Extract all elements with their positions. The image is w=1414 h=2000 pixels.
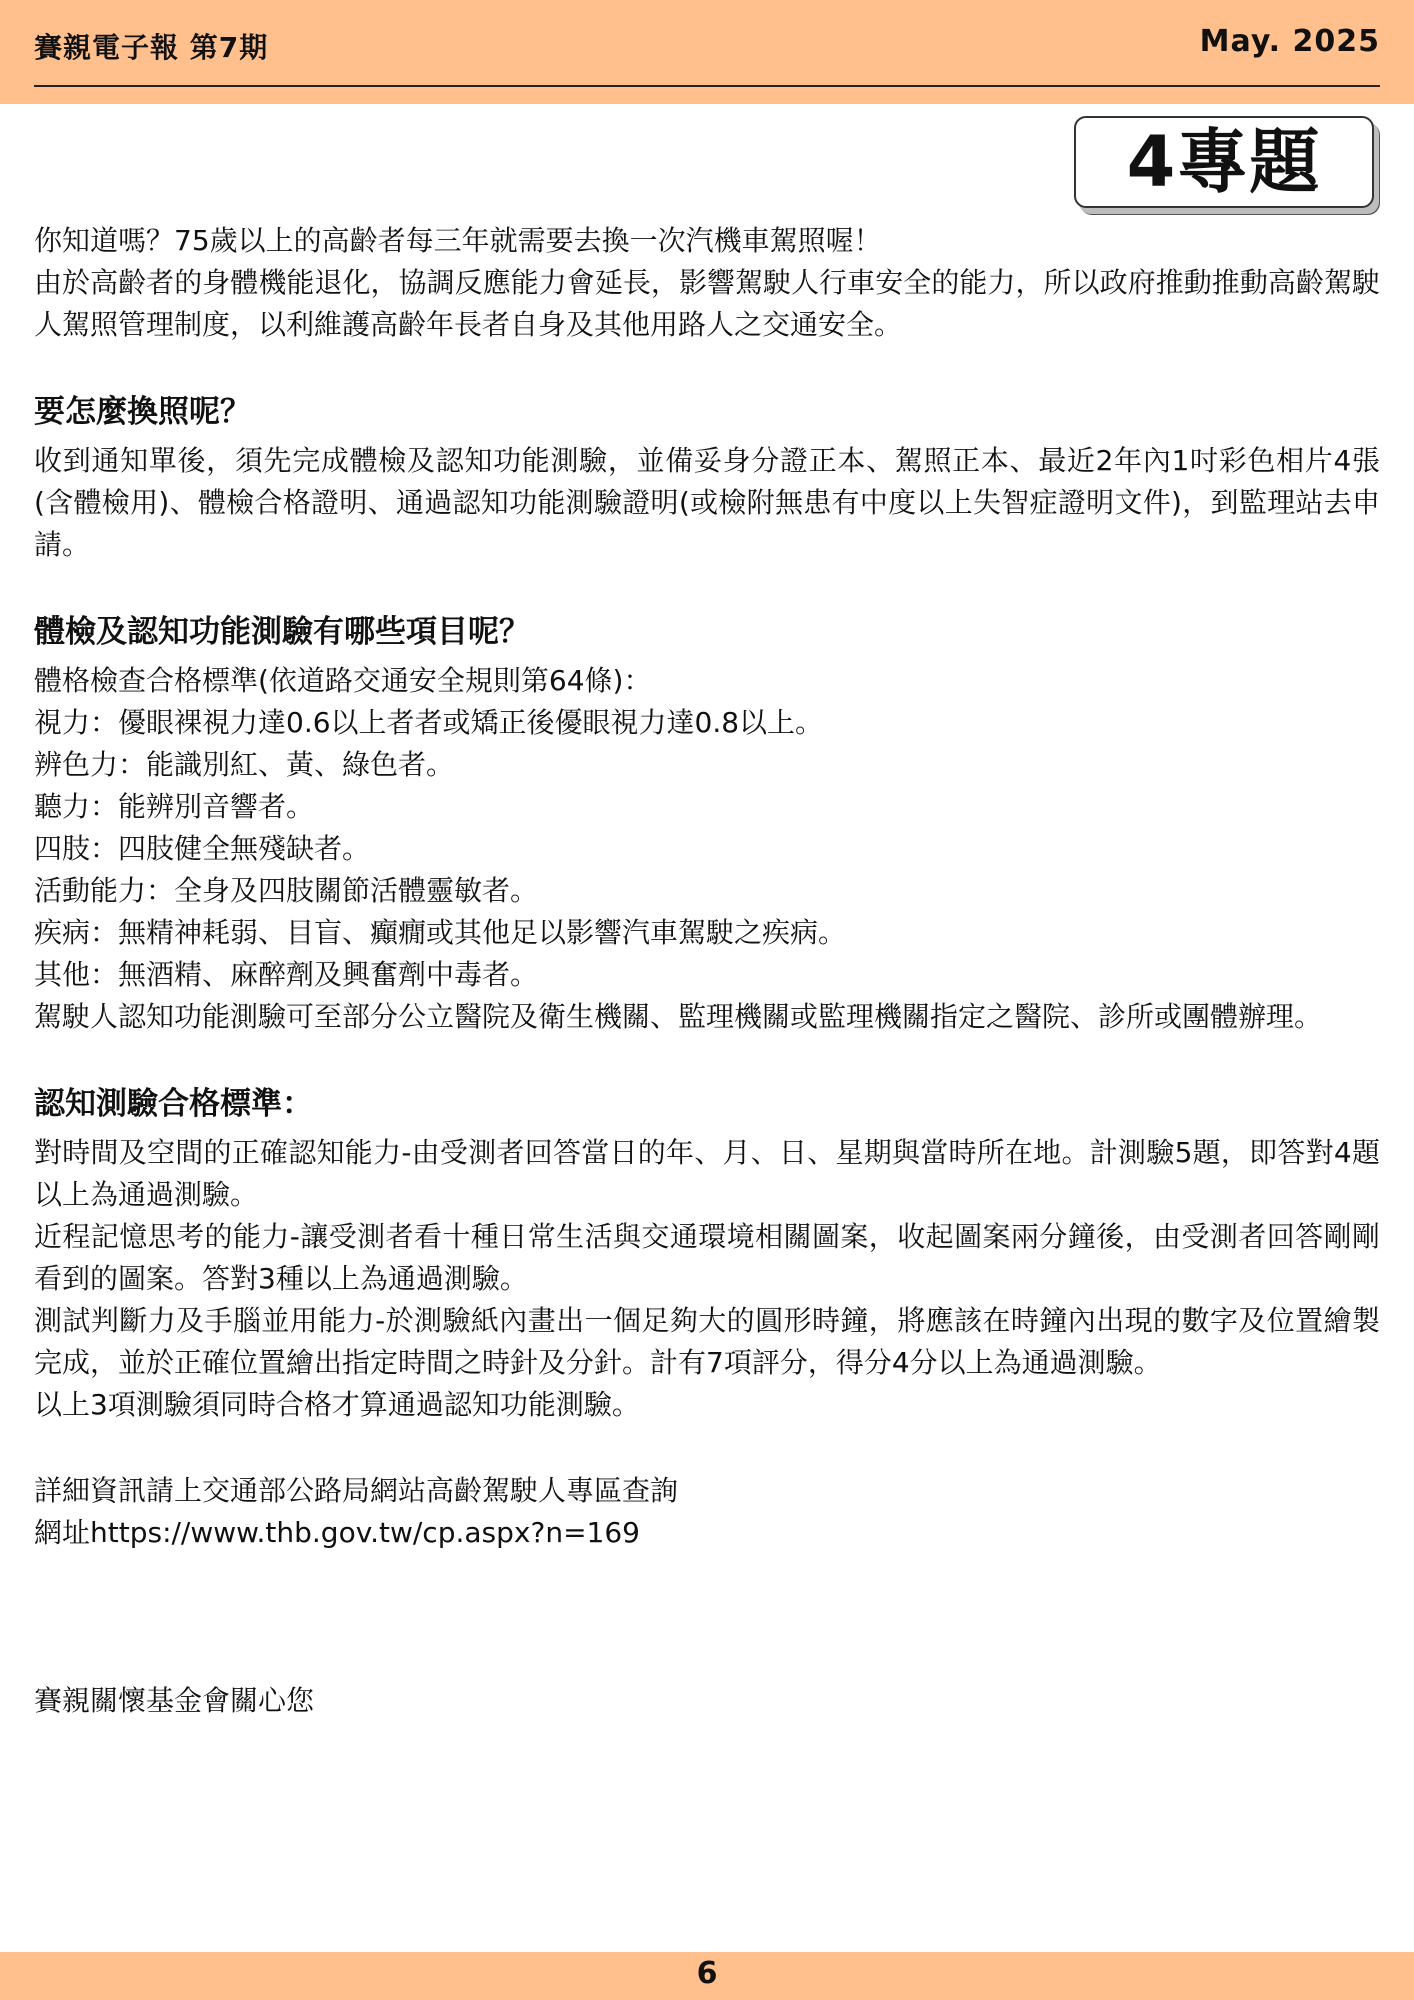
intro-line-2: 由於高齡者的身體機能退化，協調反應能力會延長，影響駕駛人行車安全的能力，所以政府推動推動高齡駕駛人駕照管理制度，以利維護高齡年長者自身及其他用路人之交通安全。 — [34, 266, 1380, 341]
items-line: 四肢：四肢健全無殘缺者。 — [34, 832, 371, 865]
items-line: 視力：優眼裸視力達0.6以上者者或矯正後優眼視力達0.8以上。 — [34, 706, 824, 739]
criteria-line: 對時間及空間的正確認知能力-由受測者回答當日的年、月、日、星期與當時所在地。計測驗5題，即答對4題以上為通過測驗。 — [34, 1136, 1380, 1211]
intro-line-1: 你知道嗎？75歲以上的高齡者每三年就需要去換一次汽機車駕照喔！ — [34, 224, 882, 257]
items-line: 聽力：能辨別音響者。 — [34, 790, 315, 823]
newsletter-title: 賽親電子報 第7期 — [34, 31, 269, 64]
more-info-line: 詳細資訊請上交通部公路局網站高齡駕駛人專區查詢 — [34, 1474, 679, 1507]
criteria-line: 以上3項測驗須同時合格才算通過認知功能測驗。 — [34, 1388, 640, 1421]
items-heading: 體檢及認知功能測驗有哪些項目呢？ — [34, 614, 530, 650]
items-line: 活動能力：全身及四肢關節活體靈敏者。 — [34, 874, 539, 907]
criteria-heading: 認知測驗合格標準： — [34, 1086, 313, 1122]
items-line: 駕駛人認知功能測驗可至部分公立醫院及衛生機關、監理機關或監理機關指定之醫院、診所或團體辦理。 — [34, 1000, 1323, 1033]
renewal-body: 收到通知單後，須先完成體檢及認知功能測驗，並備妥身分證正本、駕照正本、最近2年內1吋彩色相片4張(含體檢用)、體檢合格證明、通過認知功能測驗證明(或檢附無患有中度以上失智症證明文件)，到監理站去申請。 — [34, 444, 1380, 561]
criteria-line: 近程記憶思考的能力-讓受測者看十種日常生活與交通環境相關圖案，收起圖案兩分鐘後，由受測者回答剛剛看到的圖案。答對3種以上為通過測驗。 — [34, 1220, 1380, 1295]
renewal-heading: 要怎麼換照呢？ — [34, 394, 251, 430]
items-line: 辨色力：能識別紅、黃、綠色者。 — [34, 748, 455, 781]
items-line: 疾病：無精神耗弱、目盲、癲癇或其他足以影響汽車駕駛之疾病。 — [34, 916, 847, 949]
items-line: 其他：無酒精、麻醉劑及興奮劑中毒者。 — [34, 958, 539, 991]
website-url-link[interactable]: 網址https://www.thb.gov.tw/cp.aspx?n=169 — [34, 1516, 640, 1549]
issue-date: May. 2025 — [1199, 24, 1380, 59]
article-body — [34, 220, 1380, 1722]
more-info — [34, 1470, 1380, 1554]
sign-off: 賽親關懷基金會關心您 — [34, 1684, 315, 1717]
page-number: 6 — [696, 1956, 718, 1991]
topic-badge: 4專題 — [1074, 116, 1374, 208]
criteria-line: 測試判斷力及手腦並用能力-於測驗紙內畫出一個足夠大的圓形時鐘，將應該在時鐘內出現的數字及位置繪製完成，並於正確位置繪出指定時間之時針及分針。計有7項評分，得分4分以上為通過測驗。 — [34, 1304, 1380, 1379]
items-line: 體格檢查合格標準(依道路交通安全規則第64條)： — [34, 664, 652, 697]
header-divider — [34, 85, 1380, 87]
